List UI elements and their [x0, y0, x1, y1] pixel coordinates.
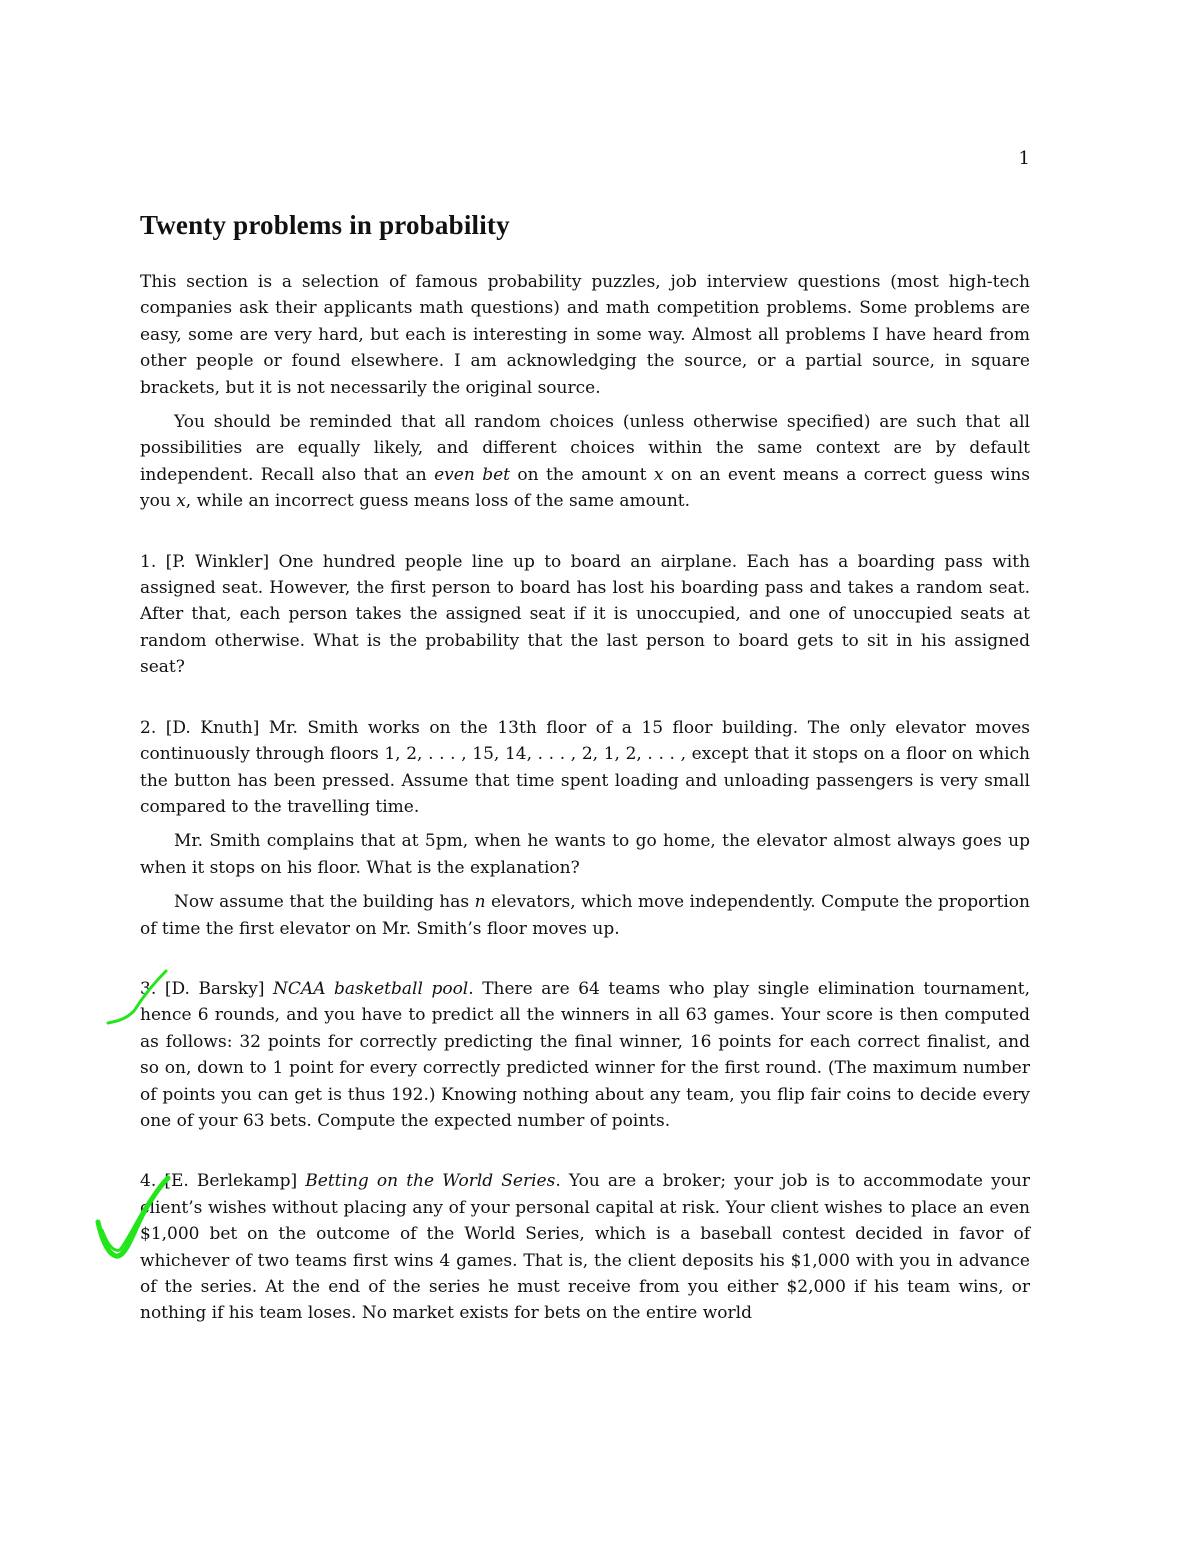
problem-text: . You are a broker; your job is to accommodate your client’s wishes without placing any of your personal capital at risk. Your client wishes to place an even $1,000 bet on the outcome of the World Series, which is a baseball contest decided in favor of whichever of two teams first wins 4 games. That is, the client deposits his $1,000 with you in advance of the series. At the end of the series he must receive from you either $2,000 if his team wins, or nothing if his team loses. No market exists for bets on the entire world — [140, 1171, 1031, 1324]
intro-p2-text-d: , while an incorrect guess means loss of the same amount. — [185, 491, 691, 512]
problem-2 — [140, 715, 1030, 821]
problem-text: . There are 64 teams who play single elimination tournament, hence 6 rounds, and you have to predict all the winners in all 63 games. Your score is then computed as follows: 32 points for correctly predicting the final winner, 16 points for each correct finalist, and so on, down to 1 point for every correctly predicted winner for the first round. (The maximum number of points you can get is thus 192.) Knowing nothing about any team, you flip fair coins to decide every one of your 63 bets. Compute the expected number of points. — [140, 978, 1031, 1131]
variable-x: x — [653, 464, 664, 485]
intro-p2-text-a: You should be reminded that all random choices (unless otherwise specified) are such that all possibilities are equally likely, and different choices within the same context are by default independent. Recall also that an — [140, 412, 1030, 485]
problem-title: NCAA basketball pool — [273, 978, 469, 999]
problem-text: Mr. Smith works on the 13th floor of a 15 floor building. The only elevator moves continuously through floors 1, 2, . . . , 15, 14, . . . , 2, 1, 2, . . . , except that it stops on a floor on which the button has been pressed. Assume that time spent loading and unloading passengers is very small compared to the travelling time. — [140, 717, 1031, 817]
problem-title: Betting on the World Series — [305, 1171, 556, 1192]
problem-number: 4. — [140, 1171, 157, 1192]
problem-2-paragraph-3 — [140, 889, 1030, 942]
problem-text: One hundred people line up to board an airplane. Each has a boarding pass with assigned seat. However, the first person to board has lost his boarding pass and takes a random seat. After that, each person takes the assigned seat if it is unoccupied, and one of unoccupied seats at random otherwise. What is the probability that the last person to board gets to sit in his assigned seat? — [140, 551, 1031, 678]
problem-2-p3-text-a: Now assume that the building has — [174, 892, 475, 913]
problem-number: 2. — [140, 717, 157, 738]
section-title: Twenty problems in probability — [140, 210, 510, 240]
intro-paragraph-1: This section is a selection of famous probability puzzles, job interview questions (most high-tech companies ask their applicants math questions) and math competition problems. Some problems are easy, some are very hard, but each is interesting in some way. Almost all problems I have heard from other people or found elsewhere. I am acknowledging the source, or a partial source, in square brackets, but it is not necessarily the original source. — [140, 272, 1030, 398]
problem-source: [E. Berlekamp] — [164, 1171, 298, 1192]
variable-n: n — [474, 892, 486, 913]
problem-source: [D. Barsky] — [164, 978, 265, 999]
page-content — [140, 210, 1030, 1327]
variable-x: x — [176, 491, 186, 512]
problem-source: [P. Winkler] — [165, 551, 270, 572]
problem-2-paragraph-2: Mr. Smith complains that at 5pm, when he wants to go home, the elevator almost always goes up when it stops on his floor. What is the explanation? — [140, 831, 1030, 878]
problem-2-p3-text-b: elevators, which move independently. Compute the proportion of time the first elevator on Mr. Smith’s floor moves up. — [140, 892, 1030, 939]
problem-source: [D. Knuth] — [165, 717, 260, 738]
intro-p2-text-c: on an event means a correct guess wins you — [140, 464, 1030, 512]
even-bet-term: even bet — [434, 464, 510, 485]
problem-number: 3. — [140, 978, 157, 999]
problem-3 — [140, 976, 1030, 1134]
problem-1 — [140, 549, 1030, 681]
intro-p2-text-b: on the amount — [509, 464, 654, 485]
page-number: 1 — [1018, 148, 1030, 169]
problem-number: 1. — [140, 551, 157, 572]
problem-4 — [140, 1168, 1030, 1326]
intro-paragraph-2 — [140, 409, 1030, 515]
